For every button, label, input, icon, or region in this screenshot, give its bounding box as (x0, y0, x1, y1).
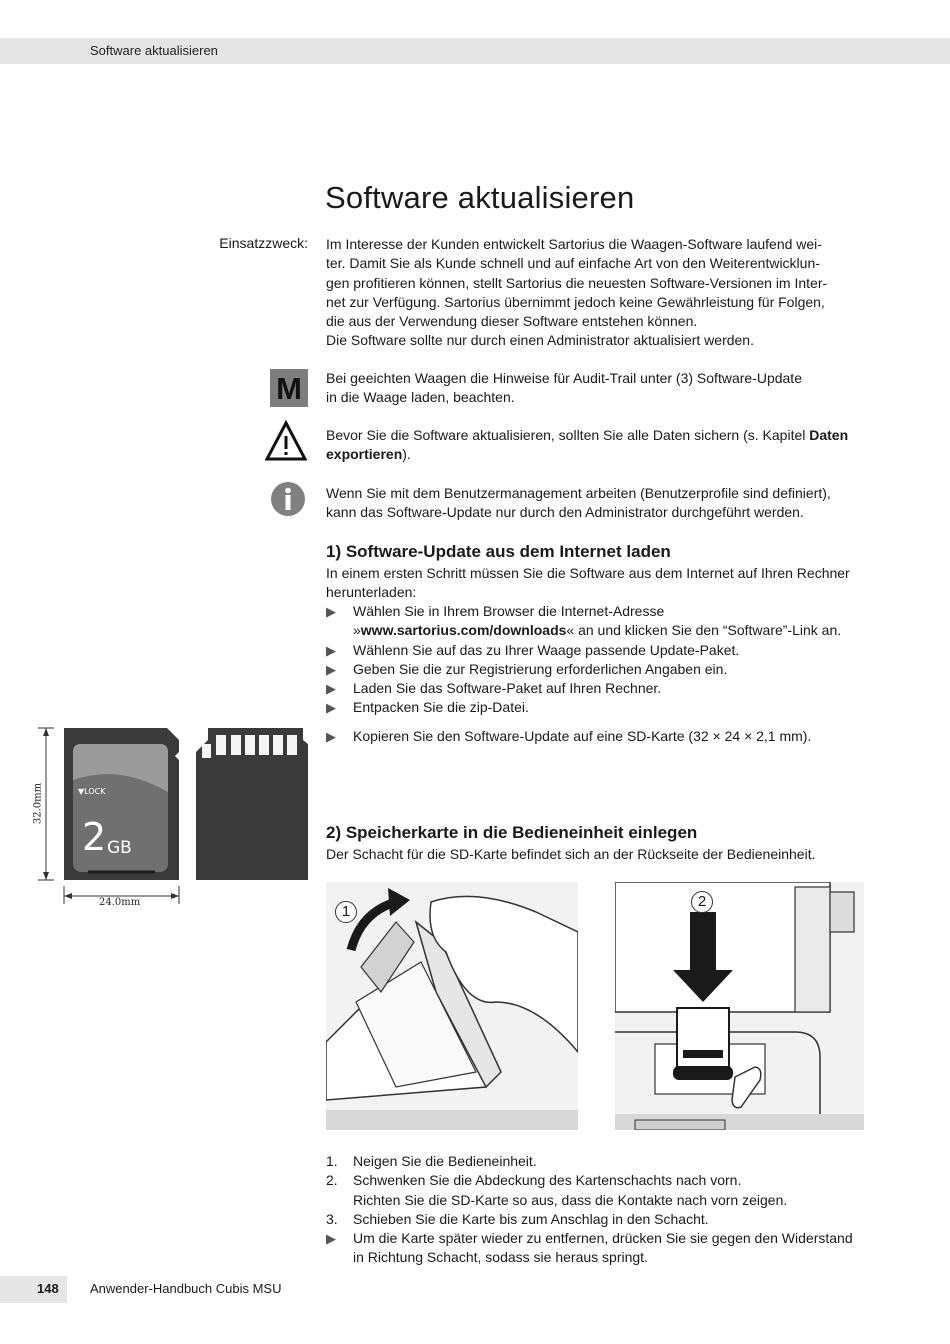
triangle-bullet-icon: ▶ (326, 700, 336, 716)
figure-step-number-2: 2 (691, 891, 713, 913)
section1-intro (326, 564, 871, 603)
running-header-title: Software aktualisieren (90, 43, 218, 58)
triangle-bullet-icon: ▶ (326, 661, 336, 677)
list-item (326, 1152, 886, 1171)
triangle-bullet-icon: ▶ (326, 642, 336, 658)
purpose-label: Einsatzzweck: (219, 235, 308, 251)
purpose-line: Im Interesse der Kunden entwickelt Sartorius die Waagen-Software laufend wei- (326, 236, 822, 252)
sd-lock-label: ▼LOCK (78, 787, 106, 796)
list-item (326, 1171, 886, 1210)
list-item-line: Um die Karte später wieder zu entfernen, drücken Sie sie gegen den Widerstand (353, 1230, 853, 1247)
list-item-line (353, 621, 886, 640)
purpose-line: Die Software sollte nur durch einen Administrator aktualisiert werden. (326, 332, 754, 349)
section1-intro-line: In einem ersten Schritt müssen Sie die Software aus dem Internet auf Ihren Rechner (326, 565, 850, 581)
purpose-text (326, 235, 871, 351)
list-item-line: Richten Sie die SD-Karte so aus, dass die Kontakte nach vorn zeigen. (353, 1191, 788, 1208)
page-number: 148 (37, 1281, 59, 1296)
page-number-box (0, 1276, 67, 1303)
list-item (326, 641, 886, 660)
sd-capacity-number: 2 (82, 815, 107, 859)
warning-note-text-after: ). (402, 446, 411, 463)
purpose-line: gen profitieren können, stellt Sartorius die neuesten Software-Versionen im Inter- (326, 274, 828, 291)
section1-heading: 1) Software-Update aus dem Internet laden (326, 542, 671, 561)
list-item-text: Laden Sie das Software-Paket auf Ihren Rechner. (353, 680, 662, 697)
running-header (0, 38, 950, 64)
quote-close-text: « an und klicken Sie den “Software”-Link an. (566, 622, 842, 639)
list-item-text: Geben Sie die zur Registrierung erforderlichen Angaben ein. (353, 660, 728, 677)
figure-step-number-1: 1 (335, 901, 357, 923)
triangle-bullet-icon: ▶ (326, 1231, 336, 1247)
warning-note-text-before: Bevor Sie die Software aktualisieren, sollten Sie alle Daten sichern (s. Kapitel (326, 427, 810, 443)
list-item-line: in Richtung Schacht, sodass sie heraus springt. (353, 1249, 648, 1266)
section1-intro-line: herunterladen: (326, 584, 417, 601)
page-title: Software aktualisieren (325, 180, 635, 215)
purpose-line: net zur Verfügung. Sartorius übernimmt jedoch keine Gewährleistung für Folgen, (326, 293, 825, 310)
sd-height-dimension: 32.0mm (32, 782, 44, 825)
sd-capacity-unit: GB (107, 838, 132, 858)
triangle-bullet-icon: ▶ (326, 604, 336, 619)
legal-note-line: in die Waage laden, beachten. (326, 389, 515, 406)
list-item (326, 1229, 886, 1268)
list-item (326, 602, 886, 641)
info-icon (271, 482, 305, 516)
info-note-line: kann das Software-Update nur durch den Administrator durchgeführt werden. (326, 504, 804, 521)
figure-tilt-unit (326, 882, 578, 1130)
section2-steps (326, 1152, 886, 1268)
sd-card-illustration (30, 722, 330, 912)
list-item (326, 679, 886, 698)
copy-step-list (326, 727, 886, 746)
download-url: www.sartorius.com/downloads (360, 622, 567, 639)
triangle-bullet-icon: ▶ (326, 729, 336, 744)
list-item-text: Entpacken Sie die zip-Datei. (353, 699, 529, 716)
section1-steps (326, 602, 886, 718)
legal-note-line: Bei geeichten Waagen die Hinweise für Audit-Trail unter (3) Software-Update (326, 370, 802, 386)
list-item (326, 1210, 886, 1229)
export-data-chapter-ref: Daten exportieren (326, 427, 849, 463)
list-item-text: Kopieren Sie den Software-Update auf eine SD-Karte (32 × 24 × 2,1 mm). (353, 728, 812, 744)
legal-metrology-icon (270, 369, 308, 407)
step-number: 1. (326, 1153, 338, 1169)
list-item-line: Schwenken Sie die Abdeckung des Kartenschachts nach vorn. (353, 1172, 742, 1189)
step-number: 2. (326, 1172, 338, 1189)
quote-open: » (353, 622, 361, 639)
step-number: 3. (326, 1210, 338, 1227)
info-note-text (326, 484, 871, 523)
triangle-bullet-icon: ▶ (326, 681, 336, 697)
list-item-line: Wählen Sie in Ihrem Browser die Internet-Adresse (353, 603, 665, 619)
list-item-line: Neigen Sie die Bedieneinheit. (353, 1153, 537, 1169)
warning-triangle-icon (265, 420, 307, 462)
legal-note-text (326, 369, 871, 408)
sd-width-dimension: 24.0mm (99, 897, 141, 908)
list-item-line: Schieben Sie die Karte bis zum Anschlag in den Schacht. (353, 1210, 709, 1227)
list-item-text: Wählenn Sie auf das zu Ihrer Waage passende Update-Paket. (353, 641, 740, 658)
list-item (326, 727, 886, 746)
warning-note-text (326, 426, 871, 465)
figure-insert-card (615, 882, 864, 1130)
info-note-line: Wenn Sie mit dem Benutzermanagement arbeiten (Benutzerprofile sind definiert), (326, 485, 831, 501)
list-item (326, 698, 886, 717)
manual-title: Anwender-Handbuch Cubis MSU (90, 1281, 282, 1296)
section2-heading: 2) Speicherkarte in die Bedieneinheit einlegen (326, 823, 698, 842)
list-item (326, 660, 886, 679)
legal-metrology-letter: M (276, 370, 302, 406)
purpose-line: die aus der Verwendung dieser Software entstehen können. (326, 313, 698, 330)
purpose-line: ter. Damit Sie als Kunde schnell und auf einfache Art von den Weiterentwicklun- (326, 255, 820, 272)
section2-intro: Der Schacht für die SD-Karte befindet sich an der Rückseite der Bedieneinheit. (326, 846, 816, 862)
